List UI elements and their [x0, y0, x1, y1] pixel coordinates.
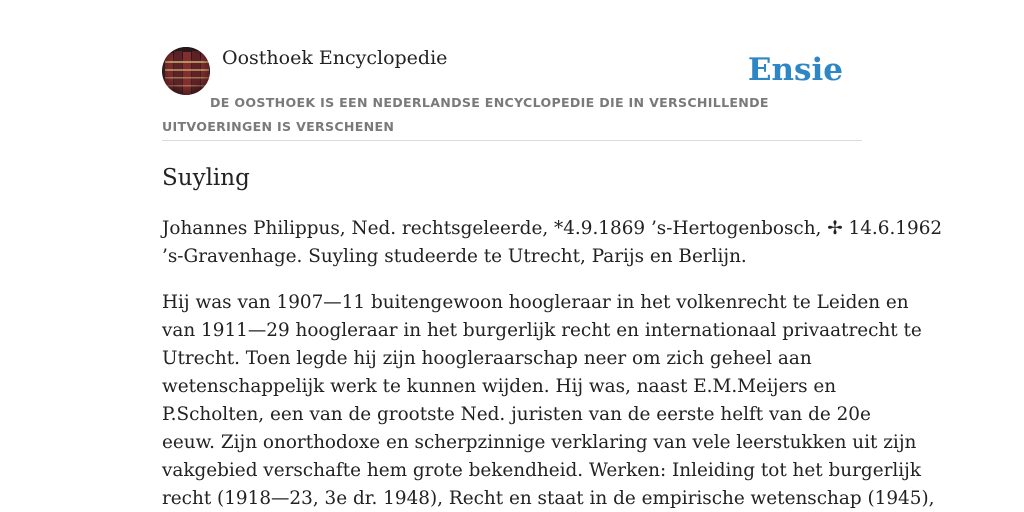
paragraph-line: Hij was van 1907—11 buitengewoon hoogleraar in het volkenrecht te Leiden en	[162, 292, 909, 313]
site-name-link[interactable]: Oosthoek Encyclopedie	[222, 47, 448, 69]
site-logo-avatar[interactable]	[162, 47, 210, 95]
paragraph-line: Johannes Philippus, Ned. rechtsgeleerde, *4.9.1869 ’s-Hertogenbosch, ✢ 14.6.1962	[162, 218, 943, 239]
paragraph-line: wetenschappelijk werk te kunnen wijden. Hij was, naast E.M.Meijers en	[162, 376, 837, 397]
book-spines-icon	[162, 47, 210, 95]
paragraph-line: P.Scholten, een van de grootste Ned. juristen van de eerste helft van de 20e	[162, 404, 871, 425]
article-paragraph-2	[162, 289, 935, 512]
paragraph-line: vakgebied verschafte hem grote bekendheid. Werken: Inleiding tot het burgerlijk	[162, 460, 921, 481]
site-header	[162, 46, 862, 141]
article-body	[162, 215, 943, 512]
paragraph-line: van 1911—29 hoogleraar in het burgerlijk recht en internationaal privaatrecht te	[162, 320, 922, 341]
paragraph-line: recht (1918—23, 3e dr. 1948), Recht en staat in de empirische wetenschap (1945),	[162, 488, 935, 509]
brand-logo-link[interactable]: Ensie	[747, 52, 843, 88]
article-title: Suyling	[162, 165, 250, 191]
paragraph-line: ’s-Gravenhage. Suyling studeerde te Utrecht, Parijs en Berlijn.	[162, 246, 747, 267]
article-paragraph-1	[162, 215, 943, 271]
paragraph-line: Utrecht. Toen legde hij zijn hoogleraarschap neer om zich geheel aan	[162, 348, 812, 369]
site-tagline: DE OOSTHOEK IS EEN NEDERLANDSE ENCYCLOPEDIE DIE IN VERSCHILLENDE UITVOERINGEN IS VERSCHENEN	[162, 95, 769, 134]
paragraph-line: eeuw. Zijn onorthodoxe en scherpzinnige verklaring van vele leerstukken uit zijn	[162, 432, 917, 453]
